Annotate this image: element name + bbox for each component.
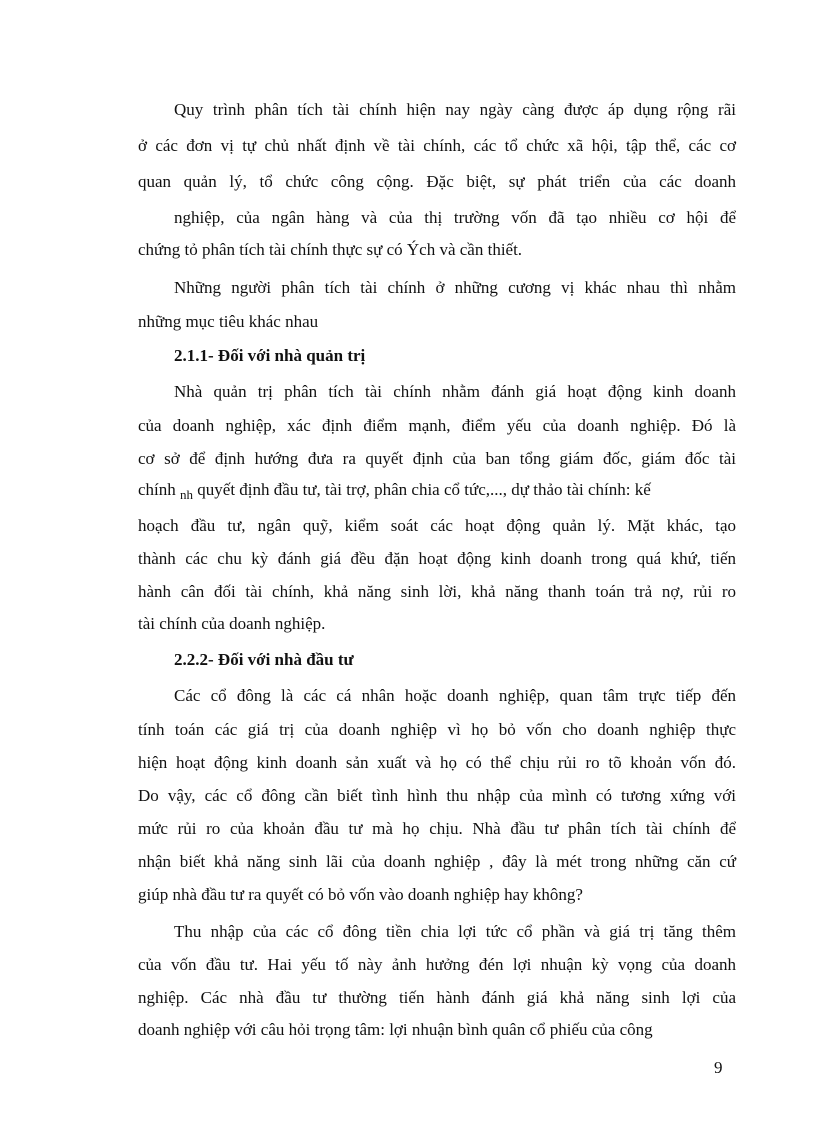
paragraph-line: thành các chu kỳ đánh giá đều đặn hoạt động kinh doanh trong quá khứ, tiến (138, 549, 736, 568)
paragraph-line: của doanh nghiệp, xác định điểm mạnh, điểm yếu của doanh nghiệp. Đó là (138, 416, 736, 435)
paragraph-line: chứng tỏ phân tích tài chính thực sự có Ých và cần thiết. (138, 240, 523, 259)
section-heading: 2.1.1- Đối với nhà quản trị (174, 346, 366, 365)
paragraph-line: cơ sở để định hướng đưa ra quyết định của ban tổng giám đốc, giám đốc tài (138, 449, 736, 468)
paragraph-line: tài chính của doanh nghiệp. (138, 614, 326, 633)
paragraph-line: tính toán các giá trị của doanh nghiệp vì họ bỏ vốn cho doanh nghiệp thực (138, 720, 736, 739)
line-rest: quyết định đầu tư, tài trợ, phân chia cổ tức,..., dự thảo tài chính: kế (197, 480, 651, 499)
paragraph-line: Nhà quản trị phân tích tài chính nhằm đánh giá hoạt động kinh doanh (174, 382, 736, 401)
paragraph-line: Các cổ đông là các cá nhân hoặc doanh nghiệp, quan tâm trực tiếp đến (174, 686, 736, 705)
paragraph-line: hoạch đầu tư, ngân quỹ, kiểm soát các hoạt động quản lý. Mặt khác, tạo (138, 516, 736, 535)
paragraph-line: hiện hoạt động kinh doanh sản xuất và họ có thể chịu rủi ro tõ khoản vốn đó. (138, 753, 736, 772)
paragraph-line: quan quản lý, tổ chức công cộng. Đặc biệt, sự phát triển của các doanh (138, 172, 736, 191)
paragraph-line: giúp nhà đầu tư ra quyết có bỏ vốn vào doanh nghiệp hay không? (138, 885, 583, 904)
paragraph-line: Quy trình phân tích tài chính hiện nay ngày càng được áp dụng rộng rãi (174, 100, 736, 119)
paragraph-line: nhận biết khả năng sinh lãi của doanh nghiệp , đây là mét trong những căn cứ (138, 852, 736, 871)
paragraph-line: của vốn đầu tư. Hai yếu tố này ảnh hưởng đén lợi nhuận kỳ vọng của doanh (138, 955, 736, 974)
page-number: 9 (714, 1058, 723, 1077)
subscript-fragment: nh (180, 487, 194, 502)
paragraph-line: nghiệp, của ngân hàng và của thị trường vốn đã tạo nhiều cơ hội để (174, 208, 736, 227)
paragraph-line: Thu nhập của các cổ đông tiền chia lợi tức cổ phần và giá trị tăng thêm (174, 922, 736, 941)
line-start: chính (138, 480, 176, 499)
paragraph-line: hành cân đối tài chính, khả năng sinh lời, khả năng thanh toán trả nợ, rủi ro (138, 582, 736, 601)
paragraph-line: những mục tiêu khác nhau (138, 312, 319, 331)
paragraph-line: mức rủi ro của khoản đầu tư mà họ chịu. Nhà đầu tư phân tích tài chính để (138, 819, 736, 838)
paragraph-line (138, 480, 651, 501)
paragraph-line: Những người phân tích tài chính ở những cương vị khác nhau thì nhằm (174, 278, 736, 297)
paragraph-line: Do vậy, các cổ đông cần biết tình hình thu nhập của mình có tương xứng với (138, 786, 736, 805)
paragraph-line: doanh nghiệp với câu hỏi trọng tâm: lợi nhuận bình quân cổ phiếu của công (138, 1020, 653, 1039)
paragraph-line: ở các đơn vị tự chủ nhất định về tài chính, các tổ chức xã hội, tập thể, các cơ (138, 136, 736, 155)
paragraph-line: nghiệp. Các nhà đầu tư thường tiến hành đánh giá khả năng sinh lợi của (138, 988, 736, 1007)
section-heading: 2.2.2- Đối với nhà đầu tư (174, 650, 354, 669)
